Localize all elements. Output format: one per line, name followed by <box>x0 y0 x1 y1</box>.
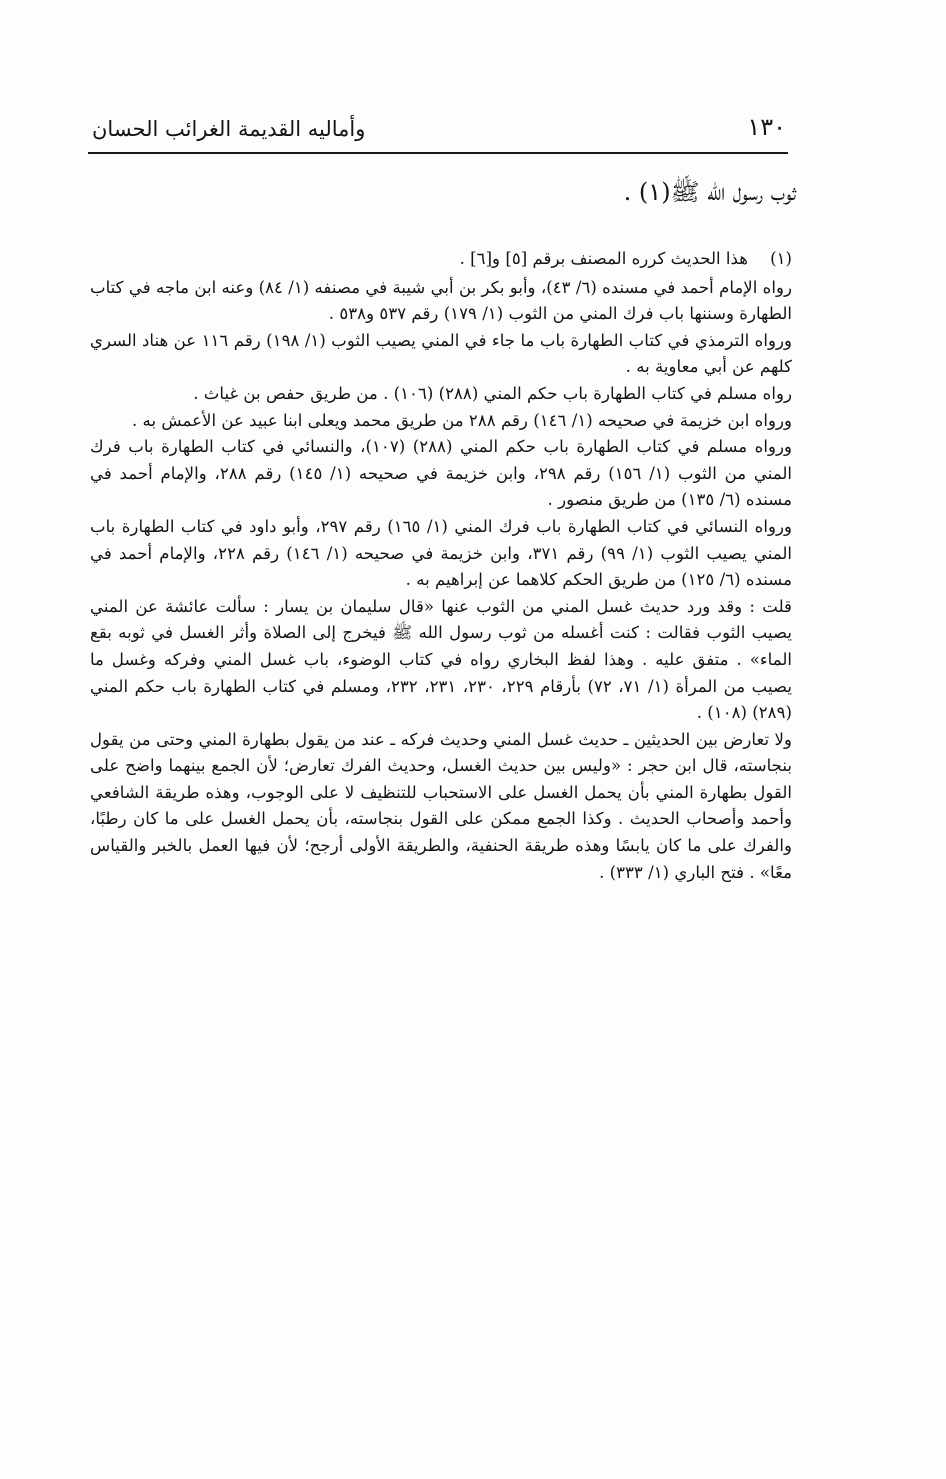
main-text-line: ثوب رسول الله ﷺ(١) . <box>623 178 796 206</box>
footnote-paragraph: قلت : وقد ورد حديث غسل المني من الثوب عنها «قال سليمان بن يسار : سألت عائشة عن المني يصيب الثوب فقالت : كنت أغسله من ثوب رسول الله ﷺ فيخرج إلى الصلاة وأثر الغسل في ثوبه بقع الماء» . متفق عليه . وهذا لفظ البخاري رواه في كتاب الوضوء، باب غسل المني وفركه وغسل ما يصيب من المرأة (١/ ٧١، ٧٢) بأرقام ٢٢٩، ٢٣٠، ٢٣١، ٢٣٢، ومسلم في كتاب الطهارة باب حكم المني (٢٨٩) (١٠٨) . <box>90 596 792 723</box>
footnote-paragraph: رواه مسلم في كتاب الطهارة باب حكم المني (٢٨٨) (١٠٦) . من طريق حفص بن غياث . <box>193 383 792 403</box>
footnote-number: (١) <box>770 249 792 268</box>
footnotes-section <box>90 246 792 886</box>
footnote-heading <box>90 246 792 273</box>
page-header <box>92 108 792 152</box>
footnote-paragraph: ورواه ابن خزيمة في صحيحه (١/ ١٤٦) رقم ٢٨٨ من طريق محمد ويعلى ابنا عبيد عن الأعمش به . <box>132 410 792 430</box>
footnote-paragraph: رواه الإمام أحمد في مسنده (٦/ ٤٣)، وأبو بكر بن أبي شيبة في مصنفه (١/ ٨٤) وعنه ابن ماجه في كتاب الطهارة وسننها باب فرك المني من الثوب (١/ ١٧٩) رقم ٥٣٧ و٥٣٨ . <box>90 277 792 324</box>
footnote-paragraph: ورواه مسلم في كتاب الطهارة باب حكم المني (٢٨٨) (١٠٧)، والنسائي في كتاب الطهارة باب فرك المني من الثوب (١/ ١٥٦) رقم ٢٩٨، وابن خزيمة في صحيحه (١/ ١٤٥) رقم ٢٨٨، والإمام أحمد في مسنده (٦/ ١٣٥) من طريق منصور . <box>90 437 793 510</box>
footnote-paragraph: ولا تعارض بين الحديثين ـ حديث غسل المني وحديث فركه ـ عند من يقول بطهارة المني وحتى من يقول بنجاسته، قال ابن حجر : «وليس بين حديث الغسل، وحديث الفرك تعارض؛ لأن الجمع بينهما واضح على القول بطهارة المني بأن يحمل الغسل على الاستحباب للتنظيف لا على الوجوب، وهذه طريقة الشافعي وأحمد وأصحاب الحديث . وكذا الجمع ممكن على القول بنجاسته، بأن يحمل الغسل على ما كان رطبًا، والفرك على ما كان يابسًا وهذه طريقة الحنفية، والطريقة الأولى أرجح؛ لأن فيها العمل بالخبر والقياس معًا» . فتح الباري (١/ ٣٣٣) . <box>90 729 792 882</box>
header-divider <box>88 152 788 154</box>
footnote-paragraph: ورواه الترمذي في كتاب الطهارة باب ما جاء في المني يصيب الثوب (١/ ١٩٨) رقم ١١٦ عن هناد السري كلهم عن أبي معاوية به . <box>90 330 792 377</box>
page-number: ١٣٠ <box>747 113 786 141</box>
footnote-lead: هذا الحديث كرره المصنف برقم [٥] و[٦] . <box>459 249 748 268</box>
footnote-paragraph: ورواه النسائي في كتاب الطهارة باب فرك المني (١/ ١٦٥) رقم ٢٩٧، وأبو داود في كتاب الطهارة باب المني يصيب الثوب (١/ ٩٩) رقم ٣٧١، وابن خزيمة في صحيحه (١/ ١٤٦) رقم ٢٢٨، والإمام أحمد في مسنده (٦/ ١٢٥) من طريق الحكم كلاهما عن إبراهيم به . <box>90 516 792 590</box>
running-title: وأماليه القديمة الغرائب الحسان <box>92 117 366 141</box>
